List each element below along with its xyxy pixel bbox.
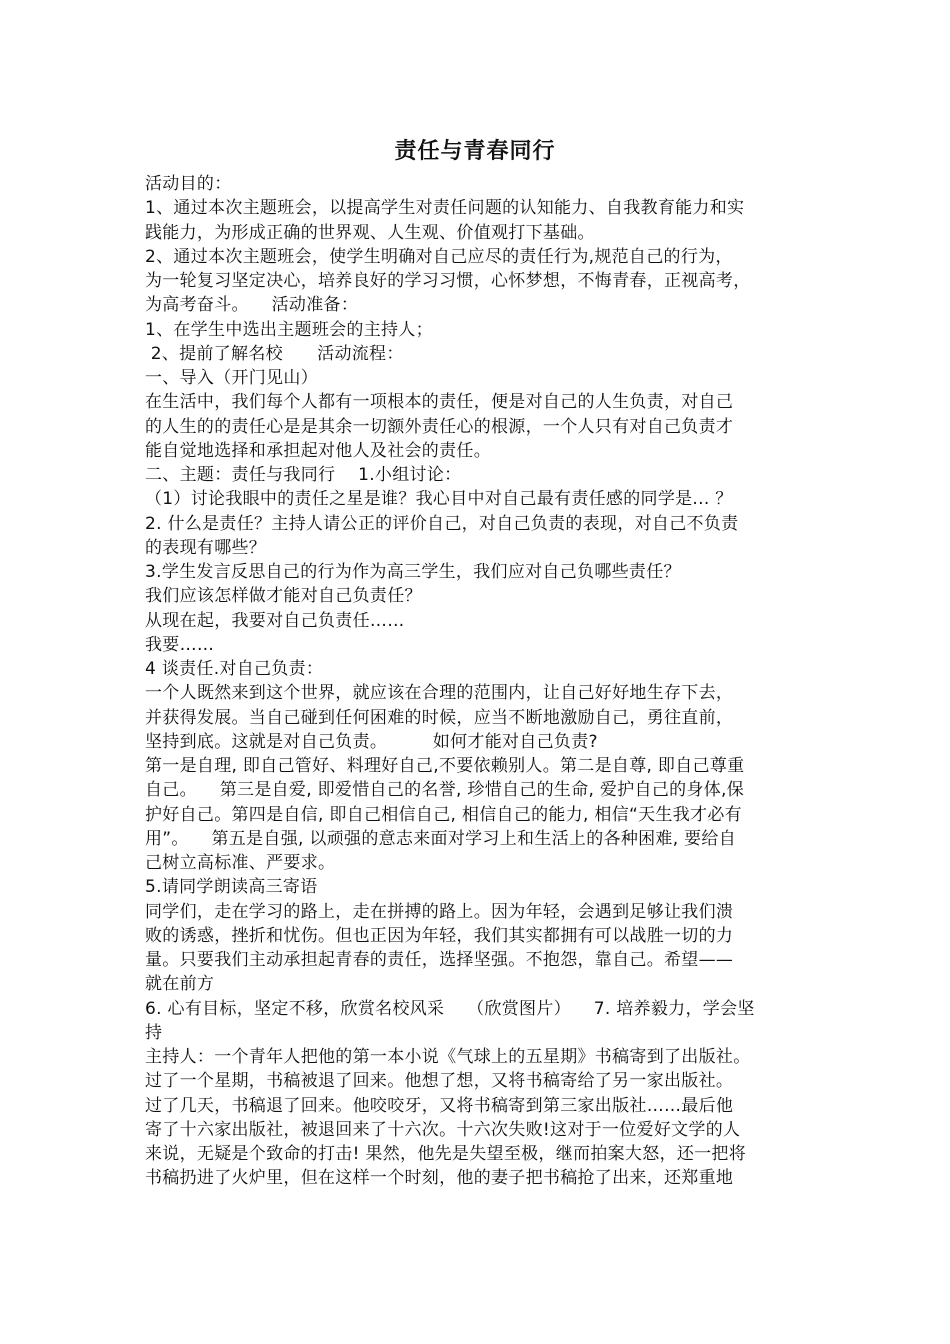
text-line: 过了几天，书稿退了回来。他咬咬牙，又将书稿寄到第三家出版社……最后他 [145,1095,734,1116]
text-line: 就在前方 [145,974,215,995]
text-line: 一个人既然来到这个世界，就应该在合理的范围内，让自己好好地生存下去， [145,683,734,704]
text-line: 用”。 第五是自强, 以顽强的意志来面对学习上和生活上的各种困难, 要给自 [145,828,737,849]
text-line: 2、通过本次主题班会，使学生明确对自己应尽的责任行为,规范自己的行为， [145,246,733,267]
text-line: 2. 什么是责任？主持人请公正的评价自己，对自己负责的表现，对自己不负责 [145,513,739,534]
text-line: 的表现有哪些？ [145,537,267,558]
text-line: 践能力，为形成正确的世界观、人生观、价值观打下基础。 [145,222,595,243]
text-line: 3.学生发言反思自己的行为作为高三学生，我们应对自己负哪些责任？ [145,562,681,582]
text-line: 5.请同学朗读高三寄语 [145,877,318,898]
text-line: 书稿扔进了火炉里，但在这样一个时刻，他的妻子把书稿抢了出来，还郑重地 [145,1168,734,1189]
text-line: 从现在起，我要对自己负责任…… [145,610,405,631]
text-line: 并获得发展。当自己碰到任何困难的时候，应当不断地激励自己，勇往直前， [145,707,734,728]
text-line: 为高考奋斗。 活动准备： [145,295,359,316]
document-title: 责任与青春同行 [394,139,556,164]
text-line: 自己。 第三是自爱, 即爱惜自己的名誉, 珍惜自己的生命, 爱护自己的身体,保 [145,780,745,801]
text-line: 败的诱惑，挫折和忧伤。但也正因为年轻，我们其实都拥有可以战胜一切的力 [145,925,734,946]
text-line: 主持人：一个青年人把他的第一本小说《气球上的五星期》书稿寄到了出版社。 [145,1047,751,1067]
text-line: 过了一个星期，书稿被退了回来。他想了想，又将书稿寄给了另一家出版社。 [145,1071,734,1092]
text-line: 在生活中，我们每个人都有一项根本的责任，便是对自己的人生负责，对自己 [145,392,734,413]
text-line: 来说，无疑是个致命的打击! 果然，他先是失望至极，继而拍案大怒，还一把将 [145,1144,747,1164]
text-line: 的人生的的责任心是是其余一切额外责任心的根源，一个人只有对自己负责才 [145,416,734,437]
text-line: 第一是自理, 即自己管好、料理好自己,不要依赖别人。第二是自尊, 即自己尊重 [145,756,745,776]
text-line: 量。只要我们主动承担起青春的责任，选择坚强。不抱怨，靠自己。希望—— [145,950,734,970]
text-line: 同学们，走在学习的路上，走在拼搏的路上。因为年轻，会遇到足够让我们溃 [145,901,734,922]
text-line: 一、导入（开门见山） [145,368,318,388]
text-line: 6. 心有目标，坚定不移，欣赏名校风采 （欣赏图片） 7. 培养毅力，学会坚 [145,998,755,1019]
text-line: 我们应该怎样做才能对自己负责任？ [145,586,422,607]
text-line: 寄了十六家出版社，被退回来了十六次。十六次失败!这对于一位爱好文学的人 [145,1119,741,1140]
text-line: 二、主题：责任与我同行 1.小组讨论： [145,465,462,485]
text-line: 1、通过本次主题班会，以提高学生对责任问题的认知能力、自我教育能力和实 [145,198,745,219]
text-line: 为一轮复习坚定决心，培养良好的学习习惯，心怀梦想，不悔青春，正视高考， [145,271,751,291]
text-line: 持 [145,1022,163,1043]
text-line: 坚持到底。这就是对自己负责。 如何才能对自己负责? [145,731,598,752]
text-line: 我要…… [145,634,215,655]
text-line: 能自觉地选择和承担起对他人及社会的责任。 [145,440,491,461]
text-line: 2、提前了解名校 活动流程： [145,343,404,364]
text-line: （1）讨论我眼中的责任之星是谁？我心目中对自己最有责任感的同学是... ？ [145,489,733,510]
text-line: 护好自己。第四是自信, 即自己相信自己, 相信自己的能力, 相信“天生我才必有 [145,804,742,825]
text-line: 己树立高标准、严要求。 [145,853,336,873]
text-line: 活动目的： [145,174,232,194]
text-line: 4 谈责任.对自己负责： [145,659,324,679]
text-line: 1、在学生中选出主题班会的主持人； [145,319,433,340]
document-body [145,172,821,1191]
